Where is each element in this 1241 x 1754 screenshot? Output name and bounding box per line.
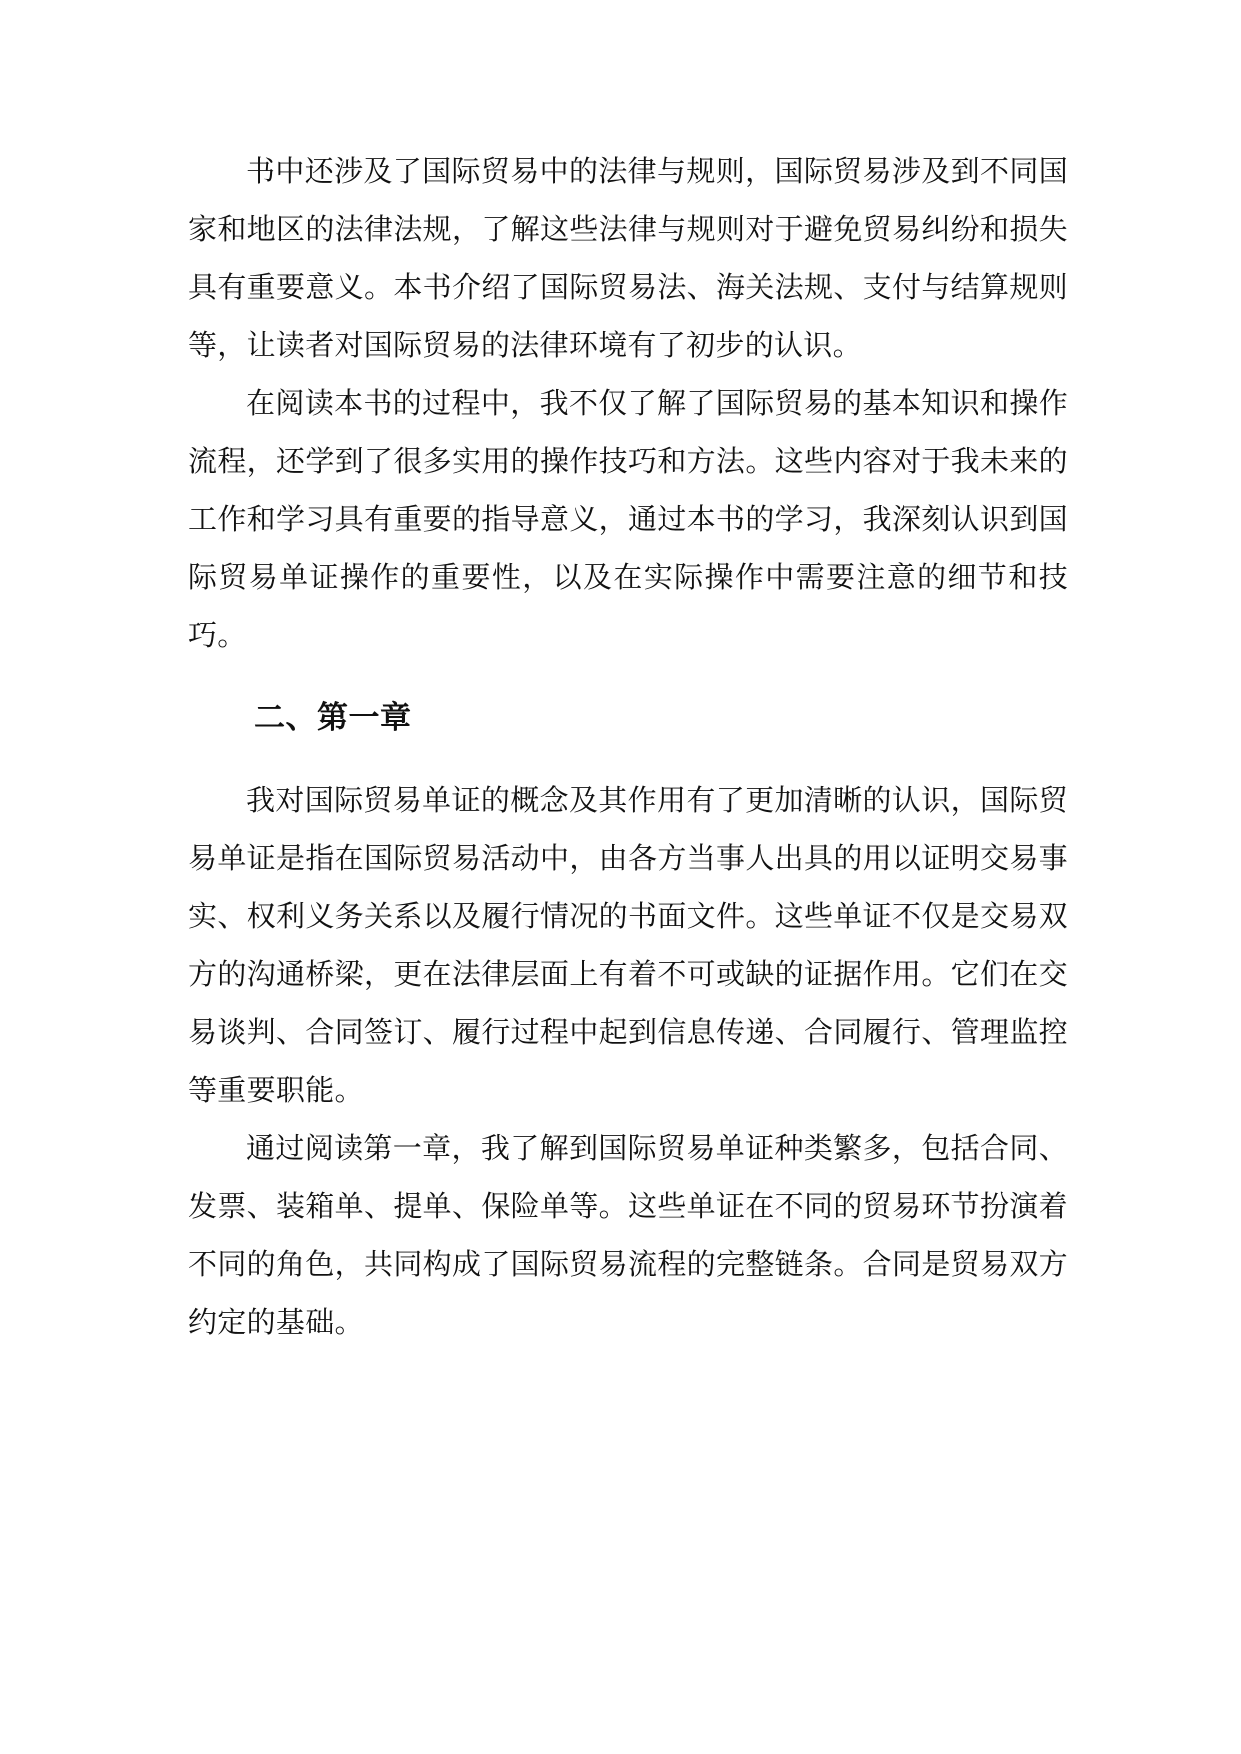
- paragraph-reading-reflection: 在阅读本书的过程中，我不仅了解了国际贸易的基本知识和操作流程，还学到了很多实用的操作技巧和方法。这些内容对于我未来的工作和学习具有重要的指导意义，通过本书的学习，我深刻认识到国际贸易单证操作的重要性，以及在实际操作中需要注意的细节和技巧。: [188, 386, 1068, 652]
- paragraph-document-types: 通过阅读第一章，我了解到国际贸易单证种类繁多，包括合同、发票、装箱单、提单、保险单等。这些单证在不同的贸易环节扮演着不同的角色，共同构成了国际贸易流程的完整链条。合同是贸易双方约定的基础。: [188, 1131, 1068, 1339]
- paragraph-document-concept: 我对国际贸易单证的概念及其作用有了更加清晰的认识，国际贸易单证是指在国际贸易活动中，由各方当事人出具的用以证明交易事实、权利义务关系以及履行情况的书面文件。这些单证不仅是交易双方的沟通桥梁，更在法律层面上有着不可或缺的证据作用。它们在交易谈判、合同签订、履行过程中起到信息传递、合同履行、管理监控等重要职能。: [188, 783, 1068, 1107]
- section-heading: 二、第一章: [254, 700, 412, 736]
- document-body: [188, 142, 1068, 1351]
- paragraph-legal-rules: 书中还涉及了国际贸易中的法律与规则，国际贸易涉及到不同国家和地区的法律法规，了解这些法律与规则对于避免贸易纠纷和损失具有重要意义。本书介绍了国际贸易法、海关法规、支付与结算规则等，让读者对国际贸易的法律环境有了初步的认识。: [188, 154, 1068, 362]
